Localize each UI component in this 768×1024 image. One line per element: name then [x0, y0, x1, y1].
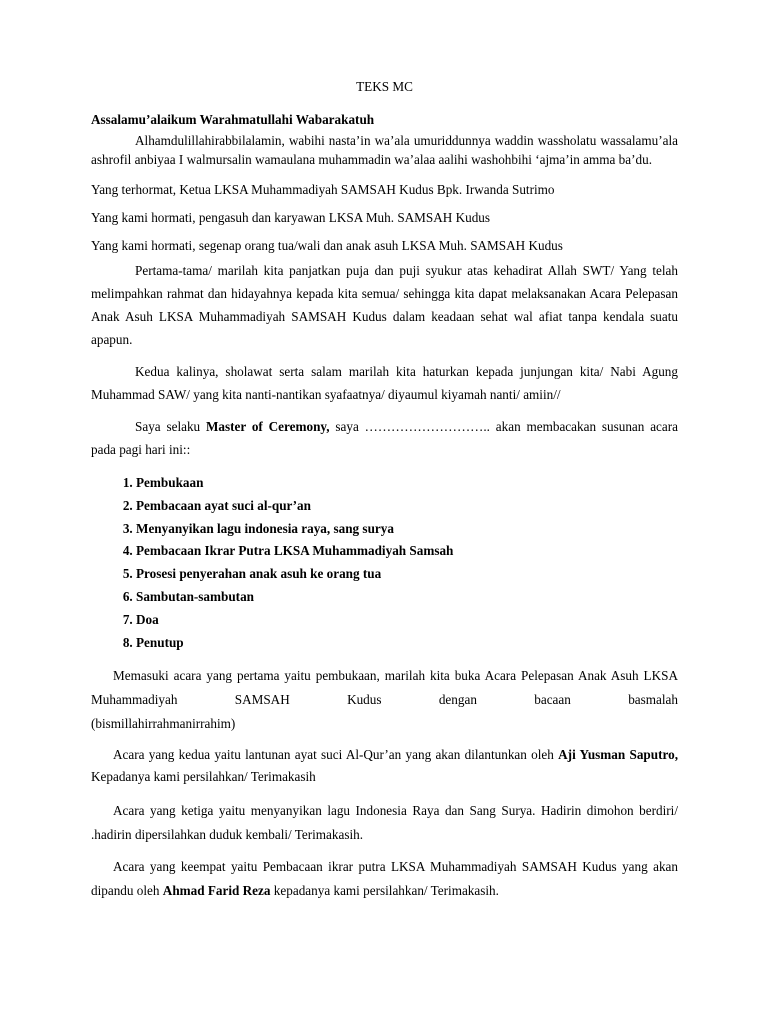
honorific-3: Yang kami hormati, segenap orang tua/wali dan anak asuh LKSA Muh. SAMSAH Kudus: [91, 238, 563, 253]
page-title: TEKS MC: [356, 79, 413, 94]
paragraph-pertama: Pertama-tama/ marilah kita panjatkan puja dan puji syukur atas kehadirat Allah SWT/ Yang telah melimpahkan rahmat dan hidayahnya kepada kita semua/ sehingga kita dapat melaksanakan Acara Pelepasan Anak Asuh LKSA Muhammadiyah SAMSAH Kudus dalam keadaan sehat wal afiat tanpa kendala suatu apapun.: [91, 263, 678, 347]
mc-role: Master of Ceremony,: [205, 419, 330, 434]
mc-intro-paragraph: [91, 415, 678, 461]
paragraph-kedua: Kedua kalinya, sholawat serta salam marilah kita haturkan kepada junjungan kita/ Nabi Agung Muhammad SAW/ yang kita nanti-nantikan syafaatnya/ diyaumul kiyamah nanti/ amiin//: [91, 364, 678, 402]
agenda-item: 5. Prosesi penyerahan anak asuh ke orang tua: [136, 563, 678, 586]
acara-4-paragraph: [91, 855, 678, 903]
acara-4-name: Ahmad Farid Reza: [162, 883, 271, 899]
opening-paragraph: Alhamdulillahirabbilalamin, wabihi nasta’in wa’ala umuriddunnya waddin wassholatu wassalamu’ala ashrofil anbiyaa I walmursalin wamaulana muhammadin wa’alaa aalihi washohbihi ‘ajma’in amma ba’du.: [91, 133, 678, 167]
mc-intro-before: Saya selaku: [135, 419, 206, 434]
agenda-item: 8. Penutup: [136, 632, 678, 655]
agenda-item: 2. Pembacaan ayat suci al-qur’an: [136, 495, 678, 518]
agenda-item: 3. Menyanyikan lagu indonesia raya, sang surya: [136, 518, 678, 541]
acara-4-after: kepadanya kami persilahkan/ Terimakasih.: [270, 883, 499, 899]
acara-1-basmalah: (bismillahirrahmanirrahim): [91, 715, 236, 731]
agenda-item: 6. Sambutan-sambutan: [136, 586, 678, 609]
acara-3-paragraph: Acara yang ketiga yaitu menyanyikan lagu Indonesia Raya dan Sang Surya. Hadirin dimohon berdiri/ .hadirin dipersilahkan duduk kembali/ Terimakasih.: [91, 802, 678, 842]
acara-1-paragraph: [91, 664, 678, 735]
acara-2-after: Kepadanya kami persilahkan/ Terimakasih: [91, 769, 316, 785]
acara-2-name: Aji Yusman Saputro,: [558, 746, 678, 762]
honorific-2: Yang kami hormati, pengasuh dan karyawan LKSA Muh. SAMSAH Kudus: [91, 210, 491, 225]
mc-intro-after: saya ……………………….. akan membacakan susunan acara pada pagi hari ini::: [91, 419, 678, 457]
honorific-1: Yang terhormat, Ketua LKSA Muhammadiyah SAMSAH Kudus Bpk. Irwanda Sutrimo: [91, 182, 555, 197]
agenda-item: 7. Doa: [136, 609, 678, 632]
greeting: Assalamu’alaikum Warahmatullahi Wabarakatuh: [91, 112, 375, 127]
acara-2-before: Acara yang kedua yaitu lantunan ayat suci Al-Qur’an yang akan dilantunkan oleh: [113, 746, 559, 762]
agenda-item: 1. Pembukaan: [136, 472, 678, 495]
acara-1-text: Memasuki acara yang pertama yaitu pembukaan, marilah kita buka Acara Pelepasan Anak Asuh LKSA Muhammadiyah SAMSAH Kudus dengan bacaan basmalah: [91, 668, 678, 708]
acara-2-paragraph: [91, 744, 678, 789]
agenda-list: [91, 472, 678, 654]
agenda-item: 4. Pembacaan Ikrar Putra LKSA Muhammadiyah Samsah: [136, 540, 678, 563]
acara-4-before: Acara yang keempat yaitu Pembacaan ikrar putra LKSA Muhammadiyah SAMSAH Kudus yang akan dipandu oleh: [91, 859, 678, 899]
